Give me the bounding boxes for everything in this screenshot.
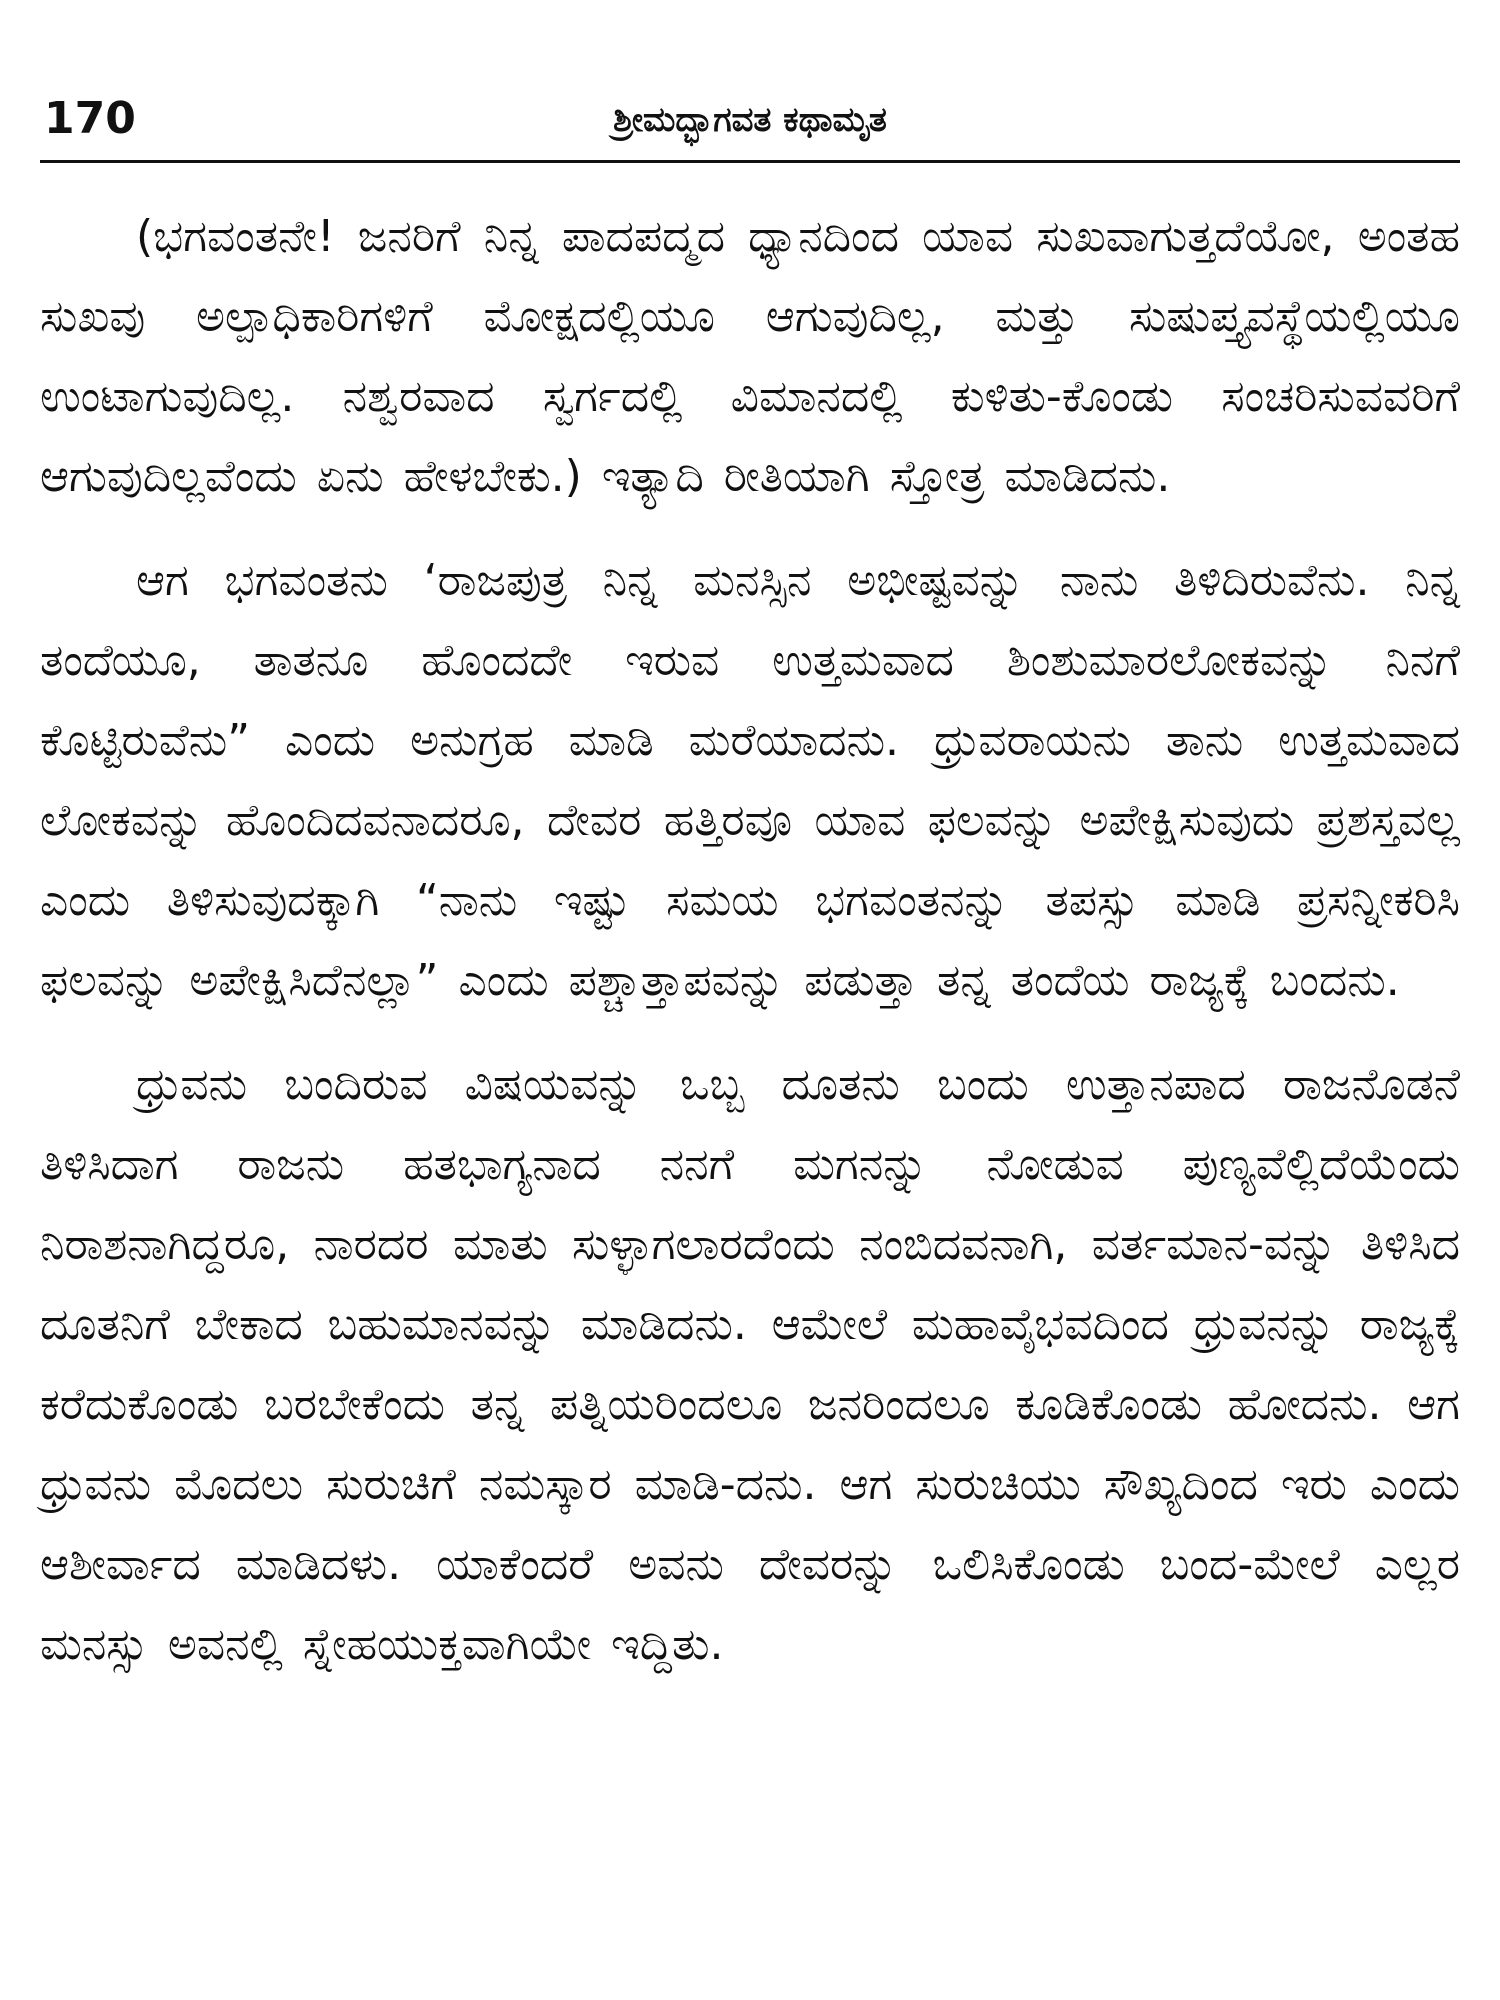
page-number: 170 — [44, 93, 136, 144]
paragraph-1: (ಭಗವಂತನೇ! ಜನರಿಗೆ ನಿನ್ನ ಪಾದಪದ್ಮದ ಧ್ಯಾನದಿಂದ ಯಾವ ಸುಖವಾಗುತ್ತದೆಯೋ, ಅಂತಹ ಸುಖವು ಅಲ್ಪಾಧಿಕಾರಿಗಳಿಗೆ ಮೋಕ್ಷದಲ್ಲಿಯೂ ಆಗುವುದಿಲ್ಲ, ಮತ್ತು ಸುಷುಪ್ತ್ಯವಸ್ಥೆಯಲ್ಲಿಯೂ ಉಂಟಾಗುವುದಿಲ್ಲ. ನಶ್ವರವಾದ ಸ್ವರ್ಗದಲ್ಲಿ ವಿಮಾನದಲ್ಲಿ ಕುಳಿತು-ಕೊಂಡು ಸಂಚರಿಸುವವರಿಗೆ ಆಗುವುದಿಲ್ಲವೆಂದು ಏನು ಹೇಳಬೇಕು.) ಇತ್ಯಾದಿ ರೀತಿಯಾಗಿ ಸ್ತೋತ್ರ ಮಾಡಿದನು. — [40, 211, 1460, 502]
body-text — [40, 197, 1460, 1685]
paragraph-3: ಧ್ರುವನು ಬಂದಿರುವ ವಿಷಯವನ್ನು ಒಬ್ಬ ದೂತನು ಬಂದು ಉತ್ತಾನಪಾದ ರಾಜನೊಡನೆ ತಿಳಿಸಿದಾಗ ರಾಜನು ಹತಭಾಗ್ಯನಾದ ನನಗೆ ಮಗನನ್ನು ನೋಡುವ ಪುಣ್ಯವೆಲ್ಲಿದೆಯೆಂದು ನಿರಾಶನಾಗಿದ್ದರೂ, ನಾರದರ ಮಾತು ಸುಳ್ಳಾಗಲಾರದೆಂದು ನಂಬಿದವನಾಗಿ, ವರ್ತಮಾನ-ವನ್ನು ತಿಳಿಸಿದ ದೂತನಿಗೆ ಬೇಕಾದ ಬಹುಮಾನವನ್ನು ಮಾಡಿದನು. ಆಮೇಲೆ ಮಹಾವೈಭವದಿಂದ ಧ್ರುವನನ್ನು ರಾಜ್ಯಕ್ಕೆ ಕರೆದುಕೊಂಡು ಬರಬೇಕೆಂದು ತನ್ನ ಪತ್ನಿಯರಿಂದಲೂ ಜನರಿಂದಲೂ ಕೂಡಿಕೊಂಡು ಹೋದನು. ಆಗ ಧ್ರುವನು ಮೊದಲು ಸುರುಚಿಗೆ ನಮಸ್ಕಾರ ಮಾಡಿ-ದನು. ಆಗ ಸುರುಚಿಯು ಸೌಖ್ಯದಿಂದ ಇರು ಎಂದು ಆಶೀರ್ವಾದ ಮಾಡಿದಳು. ಯಾಕೆಂದರೆ ಅವನು ದೇವರನ್ನು ಒಲಿಸಿಕೊಂಡು ಬಂದ-ಮೇಲೆ ಎಲ್ಲರ ಮನಸ್ಸು ಅವನಲ್ಲಿ ಸ್ನೇಹಯುಕ್ತವಾಗಿಯೇ ಇದ್ದಿತು. — [40, 1059, 1460, 1670]
page-header — [40, 90, 1460, 163]
book-page — [40, 90, 1460, 1709]
paragraph-2: ಆಗ ಭಗವಂತನು ‘ರಾಜಪುತ್ರ ನಿನ್ನ ಮನಸ್ಸಿನ ಅಭೀಷ್ಟವನ್ನು ನಾನು ತಿಳಿದಿರುವೆನು. ನಿನ್ನ ತಂದೆಯೂ, ತಾತನೂ ಹೊಂದದೇ ಇರುವ ಉತ್ತಮವಾದ ಶಿಂಶುಮಾರಲೋಕವನ್ನು ನಿನಗೆ ಕೊಟ್ಟಿರುವೆನು” ಎಂದು ಅನುಗ್ರಹ ಮಾಡಿ ಮರೆಯಾದನು. ಧ್ರುವರಾಯನು ತಾನು ಉತ್ತಮವಾದ ಲೋಕವನ್ನು ಹೊಂದಿದವನಾದರೂ, ದೇವರ ಹತ್ತಿರವೂ ಯಾವ ಫಲವನ್ನು ಅಪೇಕ್ಷಿಸುವುದು ಪ್ರಶಸ್ತವಲ್ಲ ಎಂದು ತಿಳಿಸುವುದಕ್ಕಾಗಿ “ನಾನು ಇಷ್ಟು ಸಮಯ ಭಗವಂತನನ್ನು ತಪಸ್ಸು ಮಾಡಿ ಪ್ರಸನ್ನೀಕರಿಸಿ ಫಲವನ್ನು ಅಪೇಕ್ಷಿಸಿದೆನಲ್ಲಾ” ಎಂದು ಪಶ್ಚಾತ್ತಾಪವನ್ನು ಪಡುತ್ತಾ ತನ್ನ ತಂದೆಯ ರಾಜ್ಯಕ್ಕೆ ಬಂದನು. — [40, 555, 1460, 1006]
running-title: ಶ್ರೀಮದ್ಭಾಗವತ ಕಥಾಮೃತ — [613, 100, 887, 140]
